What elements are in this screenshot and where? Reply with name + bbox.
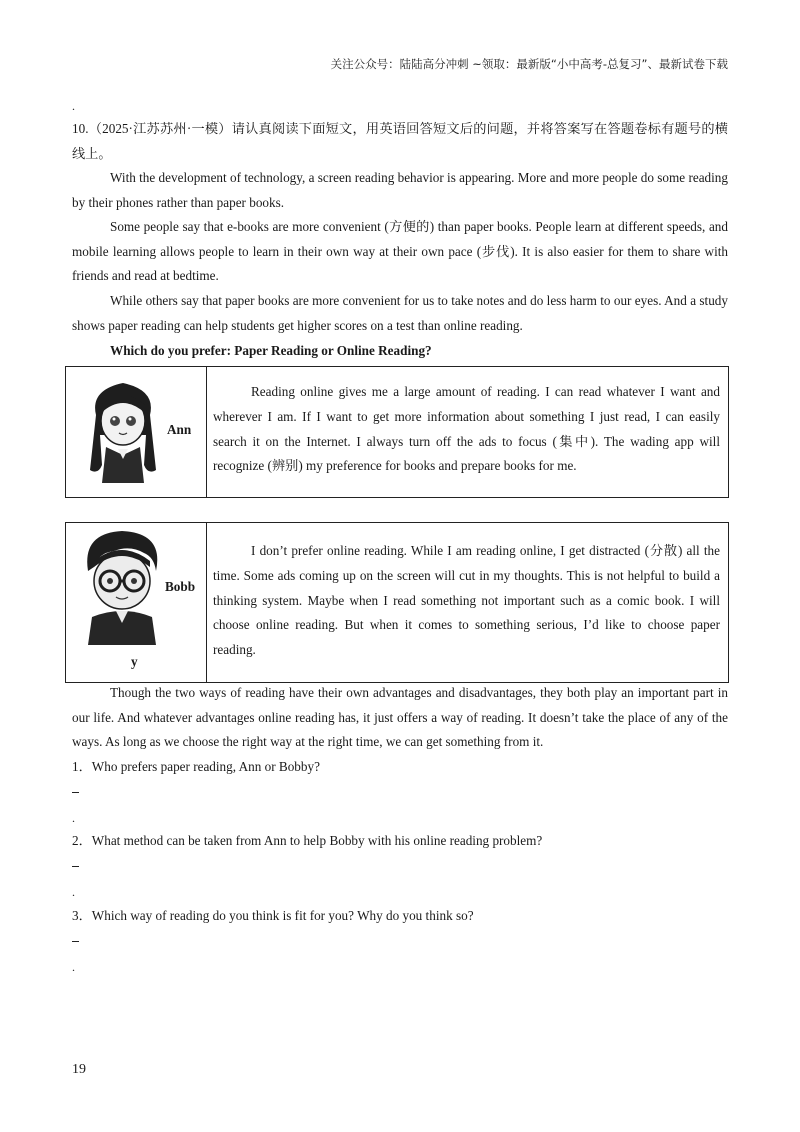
answer-dot-3: .	[72, 960, 75, 974]
sub-question-2: 2．What method can be taken from Ann to help Bobby with his online reading problem?	[72, 833, 543, 848]
bobby-avatar	[74, 527, 170, 645]
page-header: 关注公众号：陆陆高分冲刺 ~领取：最新版“小中高考-总复习”、最新试卷下载	[330, 57, 728, 71]
ann-name: Ann	[167, 422, 192, 437]
answer-blank-2[interactable]	[72, 866, 79, 867]
bobby-opinion-box	[65, 522, 729, 683]
paragraph-3: While others say that paper books are more convenient for us to take notes and do less harm to our eyes. And a study shows paper reading can help students get higher scores on a test than online reading.	[72, 293, 728, 333]
bobby-portrait-cell	[66, 523, 207, 682]
sub-question-3: 3．Which way of reading do you think is fit for you? Why do you think so?	[72, 908, 474, 923]
answer-dot-2: .	[72, 885, 75, 899]
ann-avatar	[78, 375, 168, 485]
section-subheading: Which do you prefer: Paper Reading or Online Reading?	[110, 343, 432, 358]
leading-dot: .	[72, 99, 75, 113]
ann-statement	[213, 380, 720, 479]
bobby-name-part1: Bobb	[165, 579, 196, 594]
paragraph-1: With the development of technology, a screen reading behavior is appearing. More and more people do some reading by their phones rather than paper books.	[72, 170, 728, 210]
sub-question-1: 1．Who prefers paper reading, Ann or Bobby?	[72, 759, 320, 774]
ann-statement-text: Reading online gives me a large amount of reading. I can read whatever I want and wherever I am. If I want to get more information about something I just read, I can easily search it on the Internet. I always turn off the ads to focus (集中). The wading app will recognize (辨别) my preference for books and prepare books for me.	[213, 384, 720, 474]
answer-blank-1[interactable]	[72, 792, 79, 793]
answer-dot-1: .	[72, 811, 75, 825]
bobby-statement	[213, 539, 720, 663]
page-number: 19	[72, 1062, 86, 1077]
bobby-statement-text: I don’t prefer online reading. While I am reading online, I get distracted (分散) all the time. Some ads coming up on the screen will cut in my thoughts. This is not helpful to build a thinking system. Maybe when I read something not important such as a comic book. I will choose online reading. But when it comes to something serious, I’d like to choose paper reading.	[213, 543, 720, 658]
question-intro: 10.（2025·江苏苏州·一模）请认真阅读下面短文，用英语回答短文后的问题，并将答案写在答题卷标有题号的横线上。	[72, 121, 728, 161]
conclusion-paragraph: Though the two ways of reading have their own advantages and disadvantages, they both play an important part in our life. And whatever advantages online reading has, it just offers a way of reading. It doesn’t take the place of any of the ways. As long as we choose the right way at the right time, we can get something from it.	[72, 685, 728, 749]
ann-opinion-box	[65, 366, 729, 498]
ann-portrait-cell	[66, 367, 207, 497]
answer-blank-3[interactable]	[72, 941, 79, 942]
bobby-name-part2: y	[131, 654, 138, 669]
paragraph-2: Some people say that e-books are more convenient (方便的) than paper books. People learn at different speeds, and mobile learning allows people to learn in their own way at their own pace (步伐). It is also easier for them to share with friends and read at bedtime.	[72, 219, 728, 283]
